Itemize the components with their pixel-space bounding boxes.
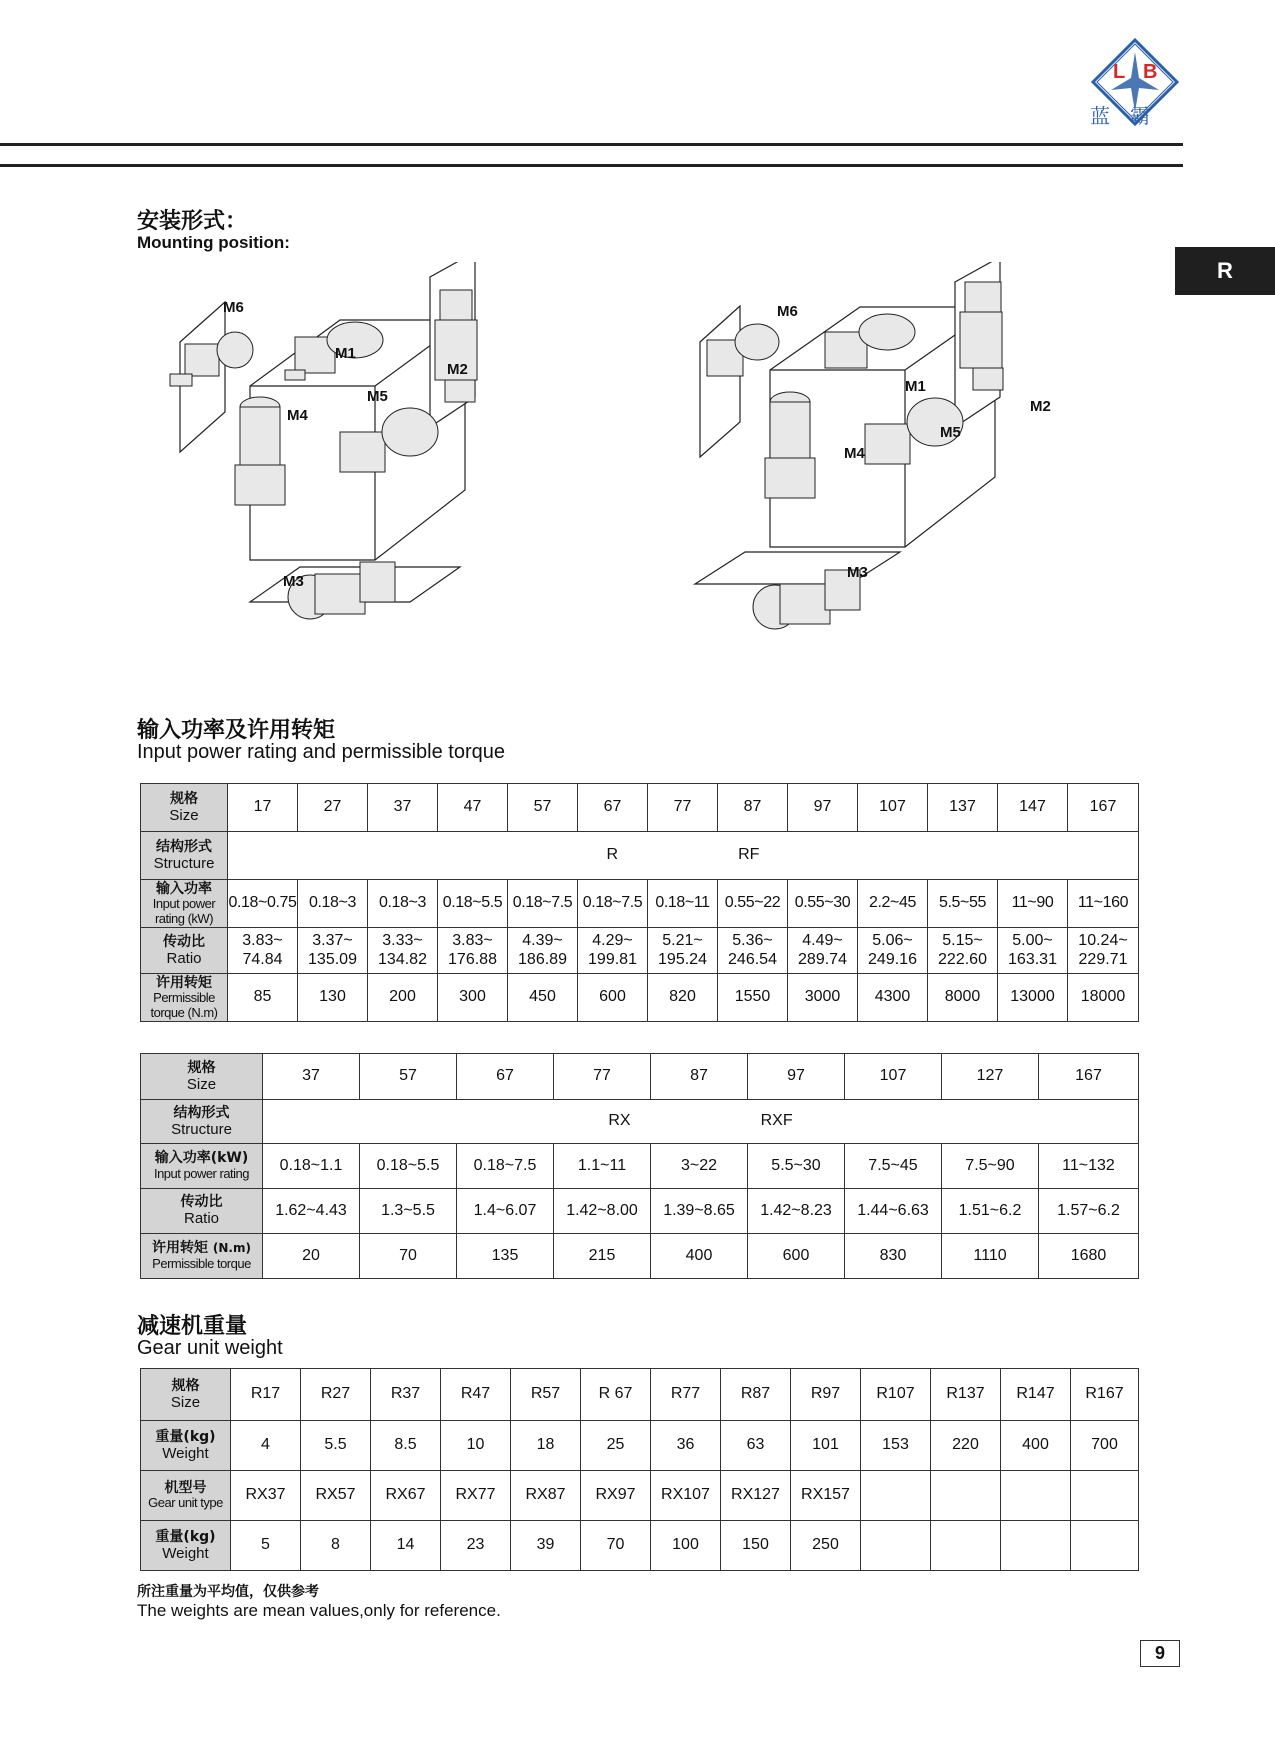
r-power-cell: 0.55~22 (718, 880, 788, 928)
r-size-cell: 47 (438, 784, 508, 832)
weight-r-row (141, 1421, 1139, 1471)
weight-rx-cell-empty (1071, 1521, 1139, 1571)
r-ratio-cell: 3.33~ 134.82 (368, 928, 438, 974)
r-size-cell: 87 (718, 784, 788, 832)
weight-size-cell: R57 (511, 1369, 581, 1421)
structure-rxf: RXF (760, 1112, 793, 1130)
weight-type-cell: RX87 (511, 1471, 581, 1521)
rx-ratio-cell: 1.42~8.23 (748, 1189, 845, 1234)
page-number: 9 (1140, 1640, 1180, 1667)
weight-type-cell: RX97 (581, 1471, 651, 1521)
weight-rx-cell: 250 (791, 1521, 861, 1571)
rx-torque-cell: 830 (845, 1234, 942, 1279)
weight-type-cell: RX37 (231, 1471, 301, 1521)
r-series-table (140, 783, 1139, 1022)
r-power-cell: 0.18~3 (298, 880, 368, 928)
weight-r-cell: 8.5 (371, 1421, 441, 1471)
r-torque-cell: 1550 (718, 974, 788, 1022)
weight-r-cell: 25 (581, 1421, 651, 1471)
rx-structure-row (141, 1100, 1139, 1144)
rx-ratio-row (141, 1189, 1139, 1234)
weight-note-cn: 所注重量为平均值，仅供参考 (137, 1584, 319, 1600)
weight-size-cell: R87 (721, 1369, 791, 1421)
weight-size-row (141, 1369, 1139, 1421)
r-size-cell: 107 (858, 784, 928, 832)
rx-size-cell: 77 (554, 1054, 651, 1100)
r-torque-cell: 450 (508, 974, 578, 1022)
r-torque-cell: 820 (648, 974, 718, 1022)
weight-rx-cell-empty (931, 1521, 1001, 1571)
weight-r-cell: 5.5 (301, 1421, 371, 1471)
weight-r-cell: 700 (1071, 1421, 1139, 1471)
rx-ratio-cell: 1.4~6.07 (457, 1189, 554, 1234)
weight-note-en: The weights are mean values,only for reference. (137, 1601, 501, 1620)
r-torque-header: 许用转矩 Permissible torque (N.m) (141, 974, 228, 1022)
weight-size-cell: R137 (931, 1369, 1001, 1421)
weight-size-cell: R47 (441, 1369, 511, 1421)
weight-rx-cell-empty (1001, 1521, 1071, 1571)
weight-size-cell: R147 (1001, 1369, 1071, 1421)
r-size-cell: 57 (508, 784, 578, 832)
r-ratio-cell: 10.24~ 229.71 (1068, 928, 1139, 974)
r-torque-cell: 3000 (788, 974, 858, 1022)
weight-size-header: 规格 Size (141, 1369, 231, 1421)
weight-type-cell-empty (1071, 1471, 1139, 1521)
m5-label-right: M5 (940, 424, 961, 441)
rx-power-cell: 11~132 (1039, 1144, 1139, 1189)
rx-size-cell: 67 (457, 1054, 554, 1100)
r-power-header: 输入功率 Input power rating (kW) (141, 880, 228, 928)
r-torque-cell: 300 (438, 974, 508, 1022)
r-power-cell: 0.55~30 (788, 880, 858, 928)
weight-type-cell: RX107 (651, 1471, 721, 1521)
weight-rx-cell: 23 (441, 1521, 511, 1571)
m1-label-right: M1 (905, 378, 926, 395)
rx-structure-header: 结构形式 Structure (141, 1100, 263, 1144)
power-title-en: Input power rating and permissible torque (137, 741, 505, 763)
weight-rx-cell: 5 (231, 1521, 301, 1571)
weight-r-cell: 400 (1001, 1421, 1071, 1471)
weight-type-cell-empty (861, 1471, 931, 1521)
rx-torque-cell: 1110 (942, 1234, 1039, 1279)
mounting-title-en: Mounting position: (137, 233, 290, 252)
r-ratio-cell: 3.83~ 74.84 (228, 928, 298, 974)
weight-rx-header: 重量(kg) Weight (141, 1521, 231, 1571)
r-ratio-cell: 5.36~ 246.54 (718, 928, 788, 974)
weight-r-cell: 101 (791, 1421, 861, 1471)
r-size-cell: 137 (928, 784, 998, 832)
weight-type-cell: RX57 (301, 1471, 371, 1521)
section-tab-r: R (1175, 247, 1275, 295)
weight-title-cn: 减速机重量 (137, 1314, 248, 1339)
rx-power-row (141, 1144, 1139, 1189)
weight-type-cell: RX127 (721, 1471, 791, 1521)
weight-size-cell: R97 (791, 1369, 861, 1421)
weight-rx-cell: 14 (371, 1521, 441, 1571)
r-power-cell: 2.2~45 (858, 880, 928, 928)
structure-rf: RF (738, 846, 760, 864)
rx-power-cell: 7.5~45 (845, 1144, 942, 1189)
logo-chinese-text: 蓝霸 (1090, 104, 1170, 128)
r-torque-cell: 8000 (928, 974, 998, 1022)
header-rule-bottom (0, 164, 1183, 167)
rx-torque-row (141, 1234, 1139, 1279)
weight-rx-cell: 100 (651, 1521, 721, 1571)
weight-r-cell: 10 (441, 1421, 511, 1471)
r-ratio-cell: 3.83~ 176.88 (438, 928, 508, 974)
rx-power-cell: 5.5~30 (748, 1144, 845, 1189)
r-torque-cell: 600 (578, 974, 648, 1022)
svg-text:B: B (1143, 61, 1158, 83)
weight-type-cell-empty (931, 1471, 1001, 1521)
m3-label-left: M3 (283, 573, 304, 590)
rx-size-cell: 57 (360, 1054, 457, 1100)
mounting-diagrams (135, 262, 1135, 652)
weight-size-cell: R107 (861, 1369, 931, 1421)
m1-label-left: M1 (335, 345, 356, 362)
weight-r-cell: 4 (231, 1421, 301, 1471)
rx-power-cell: 0.18~5.5 (360, 1144, 457, 1189)
rx-size-cell: 87 (651, 1054, 748, 1100)
r-torque-row (141, 974, 1139, 1022)
r-ratio-cell: 5.00~ 163.31 (998, 928, 1068, 974)
rx-ratio-cell: 1.39~8.65 (651, 1189, 748, 1234)
weight-size-cell: R37 (371, 1369, 441, 1421)
r-torque-cell: 13000 (998, 974, 1068, 1022)
rx-torque-cell: 1680 (1039, 1234, 1139, 1279)
header-rule-top (0, 143, 1183, 146)
weight-r-cell: 63 (721, 1421, 791, 1471)
r-power-cell: 0.18~11 (648, 880, 718, 928)
weight-type-cell: RX157 (791, 1471, 861, 1521)
rx-power-cell: 7.5~90 (942, 1144, 1039, 1189)
r-size-row (141, 784, 1139, 832)
weight-r-cell: 153 (861, 1421, 931, 1471)
weight-type-header: 机型号 Gear unit type (141, 1471, 231, 1521)
weight-rx-cell-empty (861, 1521, 931, 1571)
rx-torque-cell: 70 (360, 1234, 457, 1279)
r-power-cell: 0.18~3 (368, 880, 438, 928)
rx-torque-cell: 400 (651, 1234, 748, 1279)
r-ratio-cell: 4.39~ 186.89 (508, 928, 578, 974)
m2-label-left: M2 (447, 361, 468, 378)
svg-text:L: L (1113, 61, 1126, 83)
weight-type-cell: RX67 (371, 1471, 441, 1521)
rx-ratio-header: 传动比 Ratio (141, 1189, 263, 1234)
m6-label-left: M6 (223, 299, 244, 316)
rx-size-cell: 37 (263, 1054, 360, 1100)
rx-ratio-cell: 1.44~6.63 (845, 1189, 942, 1234)
m5-label-left: M5 (367, 388, 388, 405)
r-size-cell: 167 (1068, 784, 1139, 832)
rx-ratio-cell: 1.42~8.00 (554, 1189, 651, 1234)
weight-rx-cell: 39 (511, 1521, 581, 1571)
r-ratio-cell: 5.06~ 249.16 (858, 928, 928, 974)
r-size-cell: 77 (648, 784, 718, 832)
rx-torque-cell: 600 (748, 1234, 845, 1279)
rx-series-table (140, 1053, 1139, 1279)
weight-title-en: Gear unit weight (137, 1337, 283, 1359)
rx-torque-cell: 20 (263, 1234, 360, 1279)
r-size-cell: 17 (228, 784, 298, 832)
structure-r: R (606, 846, 619, 864)
r-torque-cell: 130 (298, 974, 368, 1022)
weight-r-cell: 36 (651, 1421, 721, 1471)
r-structure-header: 结构形式 Structure (141, 832, 228, 880)
r-power-cell: 5.5~55 (928, 880, 998, 928)
weight-rx-cell: 8 (301, 1521, 371, 1571)
weight-size-cell: R77 (651, 1369, 721, 1421)
rx-torque-cell: 135 (457, 1234, 554, 1279)
weight-rx-row (141, 1521, 1139, 1571)
rx-size-cell: 167 (1039, 1054, 1139, 1100)
weight-r-header: 重量(kg) Weight (141, 1421, 231, 1471)
m2-label-right: M2 (1030, 398, 1051, 415)
weight-size-cell: R167 (1071, 1369, 1139, 1421)
r-torque-cell: 18000 (1068, 974, 1139, 1022)
r-size-cell: 67 (578, 784, 648, 832)
r-ratio-cell: 5.21~ 195.24 (648, 928, 718, 974)
r-power-row (141, 880, 1139, 928)
rx-size-header: 规格 Size (141, 1054, 263, 1100)
r-power-cell: 0.18~0.75 (228, 880, 298, 928)
rx-size-cell: 107 (845, 1054, 942, 1100)
r-power-cell: 11~90 (998, 880, 1068, 928)
rx-size-cell: 97 (748, 1054, 845, 1100)
rx-structure-cell (263, 1100, 1139, 1144)
r-power-cell: 11~160 (1068, 880, 1139, 928)
m3-label-right: M3 (847, 564, 868, 581)
rx-ratio-cell: 1.62~4.43 (263, 1189, 360, 1234)
r-size-cell: 147 (998, 784, 1068, 832)
rx-ratio-cell: 1.3~5.5 (360, 1189, 457, 1234)
r-ratio-cell: 4.49~ 289.74 (788, 928, 858, 974)
rx-size-cell: 127 (942, 1054, 1039, 1100)
r-power-cell: 0.18~7.5 (578, 880, 648, 928)
weight-table (140, 1368, 1139, 1571)
rx-torque-cell: 215 (554, 1234, 651, 1279)
r-size-header: 规格 Size (141, 784, 228, 832)
motor-left-m4 (235, 397, 285, 505)
r-torque-cell: 4300 (858, 974, 928, 1022)
weight-type-cell: RX77 (441, 1471, 511, 1521)
rx-ratio-cell: 1.51~6.2 (942, 1189, 1039, 1234)
weight-r-cell: 18 (511, 1421, 581, 1471)
r-size-cell: 97 (788, 784, 858, 832)
r-size-cell: 37 (368, 784, 438, 832)
rx-torque-header: 许用转矩 (N.m) Permissible torque (141, 1234, 263, 1279)
r-ratio-cell: 5.15~ 222.60 (928, 928, 998, 974)
rx-power-cell: 1.1~11 (554, 1144, 651, 1189)
rx-power-cell: 0.18~1.1 (263, 1144, 360, 1189)
weight-r-cell: 220 (931, 1421, 1001, 1471)
r-structure-row (141, 832, 1139, 880)
weight-type-cell-empty (1001, 1471, 1071, 1521)
r-ratio-cell: 3.37~ 135.09 (298, 928, 368, 974)
weight-type-row (141, 1471, 1139, 1521)
rx-power-cell: 0.18~7.5 (457, 1144, 554, 1189)
structure-rx: RX (608, 1112, 631, 1130)
rx-power-cell: 3~22 (651, 1144, 748, 1189)
weight-rx-cell: 150 (721, 1521, 791, 1571)
m6-label-right: M6 (777, 303, 798, 320)
r-structure-cell (228, 832, 1139, 880)
r-ratio-cell: 4.29~ 199.81 (578, 928, 648, 974)
rx-power-header: 输入功率(kW) Input power rating (141, 1144, 263, 1189)
rx-ratio-cell: 1.57~6.2 (1039, 1189, 1139, 1234)
r-power-cell: 0.18~5.5 (438, 880, 508, 928)
rx-size-row (141, 1054, 1139, 1100)
weight-size-cell: R27 (301, 1369, 371, 1421)
r-size-cell: 27 (298, 784, 368, 832)
weight-size-cell: R17 (231, 1369, 301, 1421)
m4-label-right: M4 (844, 445, 865, 462)
r-torque-cell: 85 (228, 974, 298, 1022)
r-ratio-header: 传动比 Ratio (141, 928, 228, 974)
r-power-cell: 0.18~7.5 (508, 880, 578, 928)
motor-right-m4 (765, 392, 815, 498)
power-title-cn: 输入功率及许用转矩 (137, 718, 336, 743)
weight-size-cell: R 67 (581, 1369, 651, 1421)
r-ratio-row (141, 928, 1139, 974)
weight-rx-cell: 70 (581, 1521, 651, 1571)
m4-label-left: M4 (287, 407, 308, 424)
mounting-title-cn: 安装形式： (137, 209, 248, 234)
r-torque-cell: 200 (368, 974, 438, 1022)
